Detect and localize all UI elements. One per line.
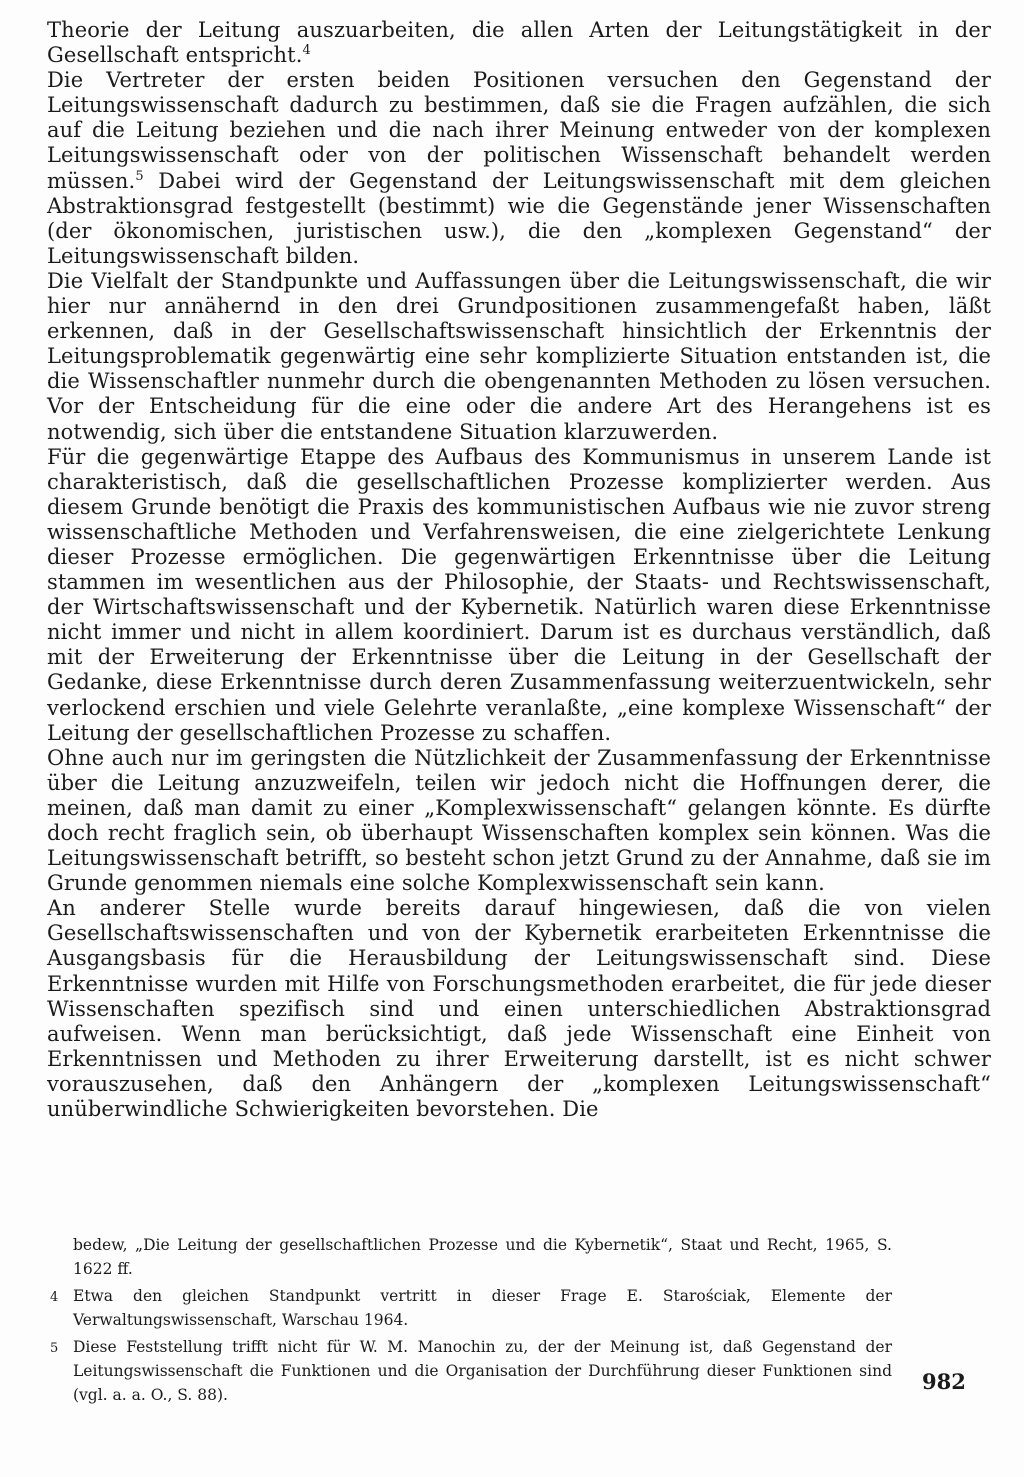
footnote-4 <box>48 1284 892 1332</box>
footnote-5-text: Diese Feststellung trifft nicht für W. M. Manochin zu, der der Meinung ist, daß Gegenstand der Leitungswissenschaft die Funktionen und die Organisation der Durchführung dieser Funktionen sind (vgl. a. a. O., S. 88). <box>73 1338 892 1404</box>
paragraph-4: Für die gegenwärtige Etappe des Aufbaus des Kommunismus in unserem Lande ist charakteristisch, daß die gesellschaftlichen Prozesse komplizierter werden. Aus diesem Grunde benötigt die Praxis des kommunistischen Aufbaus wie nie zuvor streng wissenschaftliche Methoden und Verfahrensweisen, die eine zielgerichtete Lenkung dieser Prozesse ermöglichen. Die gegenwärtigen Erkenntnisse über die Leitung stammen im wesentlichen aus der Philosophie, der Staats- und Rechtswissenschaft, der Wirtschaftswissenschaft und der Kybernetik. Natürlich waren diese Erkenntnisse nicht immer und nicht in allem koordiniert. Darum ist es durchaus verständlich, daß mit der Erweiterung der Erkenntnisse über die Leitung in der Gesellschaft der Gedanke, diese Erkenntnisse durch deren Zusammenfassung weiterzuentwickeln, sehr verlockend erschien und viele Gelehrte veranlaßte, „eine komplexe Wissenschaft“ der Leitung der gesellschaftlichen Prozesse zu schaffen. <box>47 444 991 745</box>
footnote-ref-5: 5 <box>135 168 144 184</box>
paragraph-3: Die Vielfalt der Standpunkte und Auffassungen über die Leitungswissenschaft, die wir hier nur annähernd in den drei Grundpositionen zusammengefaßt haben, läßt erkennen, daß in der Gesellschaftswissenschaft hinsichtlich der Erkenntnis der Leitungsproblematik gegenwärtig eine sehr komplizierte Situation entstanden ist, die die Wissenschaftler nunmehr durch die obengenannten Methoden zu lösen versuchen. Vor der Entscheidung für die eine oder die andere Art des Herangehens ist es notwendig, sich über die entstandene Situation klarzuwerden. <box>47 268 991 444</box>
paragraph-5: Ohne auch nur im geringsten die Nützlichkeit der Zusammenfassung der Erkenntnisse über die Leitung anzuzweifeln, teilen wir jedoch nicht die Hoffnungen derer, die meinen, daß man damit zu einer „Komplexwissenschaft“ gelangen könnte. Es dürfte doch recht fraglich sein, ob überhaupt Wissenschaften komplex sein können. Was die Leitungswissenschaft betrifft, so besteht schon jetzt Grund zu der Annahme, daß sie im Grunde genommen niemals eine solche Komplexwissenschaft sein kann. <box>47 745 991 896</box>
footnote-ref-4: 4 <box>302 43 311 59</box>
paragraph-2-text-b: Dabei wird der Gegenstand der Leitungswissenschaft mit dem gleichen Abstraktionsgrad festgestellt (bestimmt) wie die Gegenstände jener Wissenschaften (der ökonomischen, juristischen usw.), die den „komplexen Gegenstand“ der Leitungswissenschaft bilden. <box>47 168 991 268</box>
page-number: 982 <box>922 1369 966 1394</box>
footnotes <box>48 1233 892 1410</box>
footnote-5-mark: 5 <box>50 1341 59 1356</box>
footnote-5 <box>48 1335 892 1407</box>
paragraph-6: An anderer Stelle wurde bereits darauf hingewiesen, daß die von vielen Gesellschaftswissenschaften und von der Kybernetik erarbeiteten Erkenntnisse die Ausgangsbasis für die Herausbildung der Leitungswissenschaft sind. Diese Erkenntnisse wurden mit Hilfe von Forschungsmethoden erarbeitet, die für jede dieser Wissenschaften spezifisch sind und einen unterschiedlichen Abstraktionsgrad aufweisen. Wenn man berücksichtigt, daß jede Wissenschaft eine Einheit von Erkenntnissen und Methoden zu ihrer Erweiterung darstellt, ist es nicht schwer vorauszusehen, daß den Anhängern der „komplexen Leitungswissenschaft“ unüberwindliche Schwierigkeiten bevorstehen. Die <box>47 896 991 1122</box>
footnote-4-text: Etwa den gleichen Standpunkt vertritt in dieser Frage E. Starościak, Elemente der Verwaltungswissenschaft, Warschau 1964. <box>73 1287 892 1329</box>
paragraph-2-text-a: Die Vertreter der ersten beiden Positionen versuchen den Gegenstand der Leitungswissenschaft dadurch zu bestimmen, daß sie die Fragen aufzählen, die sich auf die Leitung beziehen und die nach ihrer Meinung entweder von der komplexen Leitungswissenschaft oder von der politischen Wissenschaft behandelt werden müssen. <box>47 68 991 193</box>
paragraph-1 <box>47 18 991 68</box>
main-text <box>47 18 991 1122</box>
paragraph-1-text: Theorie der Leitung auszuarbeiten, die allen Arten der Leitungstätigkeit in der Gesellschaft entspricht. <box>47 18 991 68</box>
footnote-continuation <box>48 1233 892 1281</box>
footnote-4-mark: 4 <box>50 1290 59 1305</box>
paragraph-2 <box>47 68 991 269</box>
footnote-continuation-text: bedew, „Die Leitung der gesellschaftlichen Prozesse und die Kybernetik“, Staat und Recht, 1965, S. 1622 ff. <box>73 1236 892 1278</box>
